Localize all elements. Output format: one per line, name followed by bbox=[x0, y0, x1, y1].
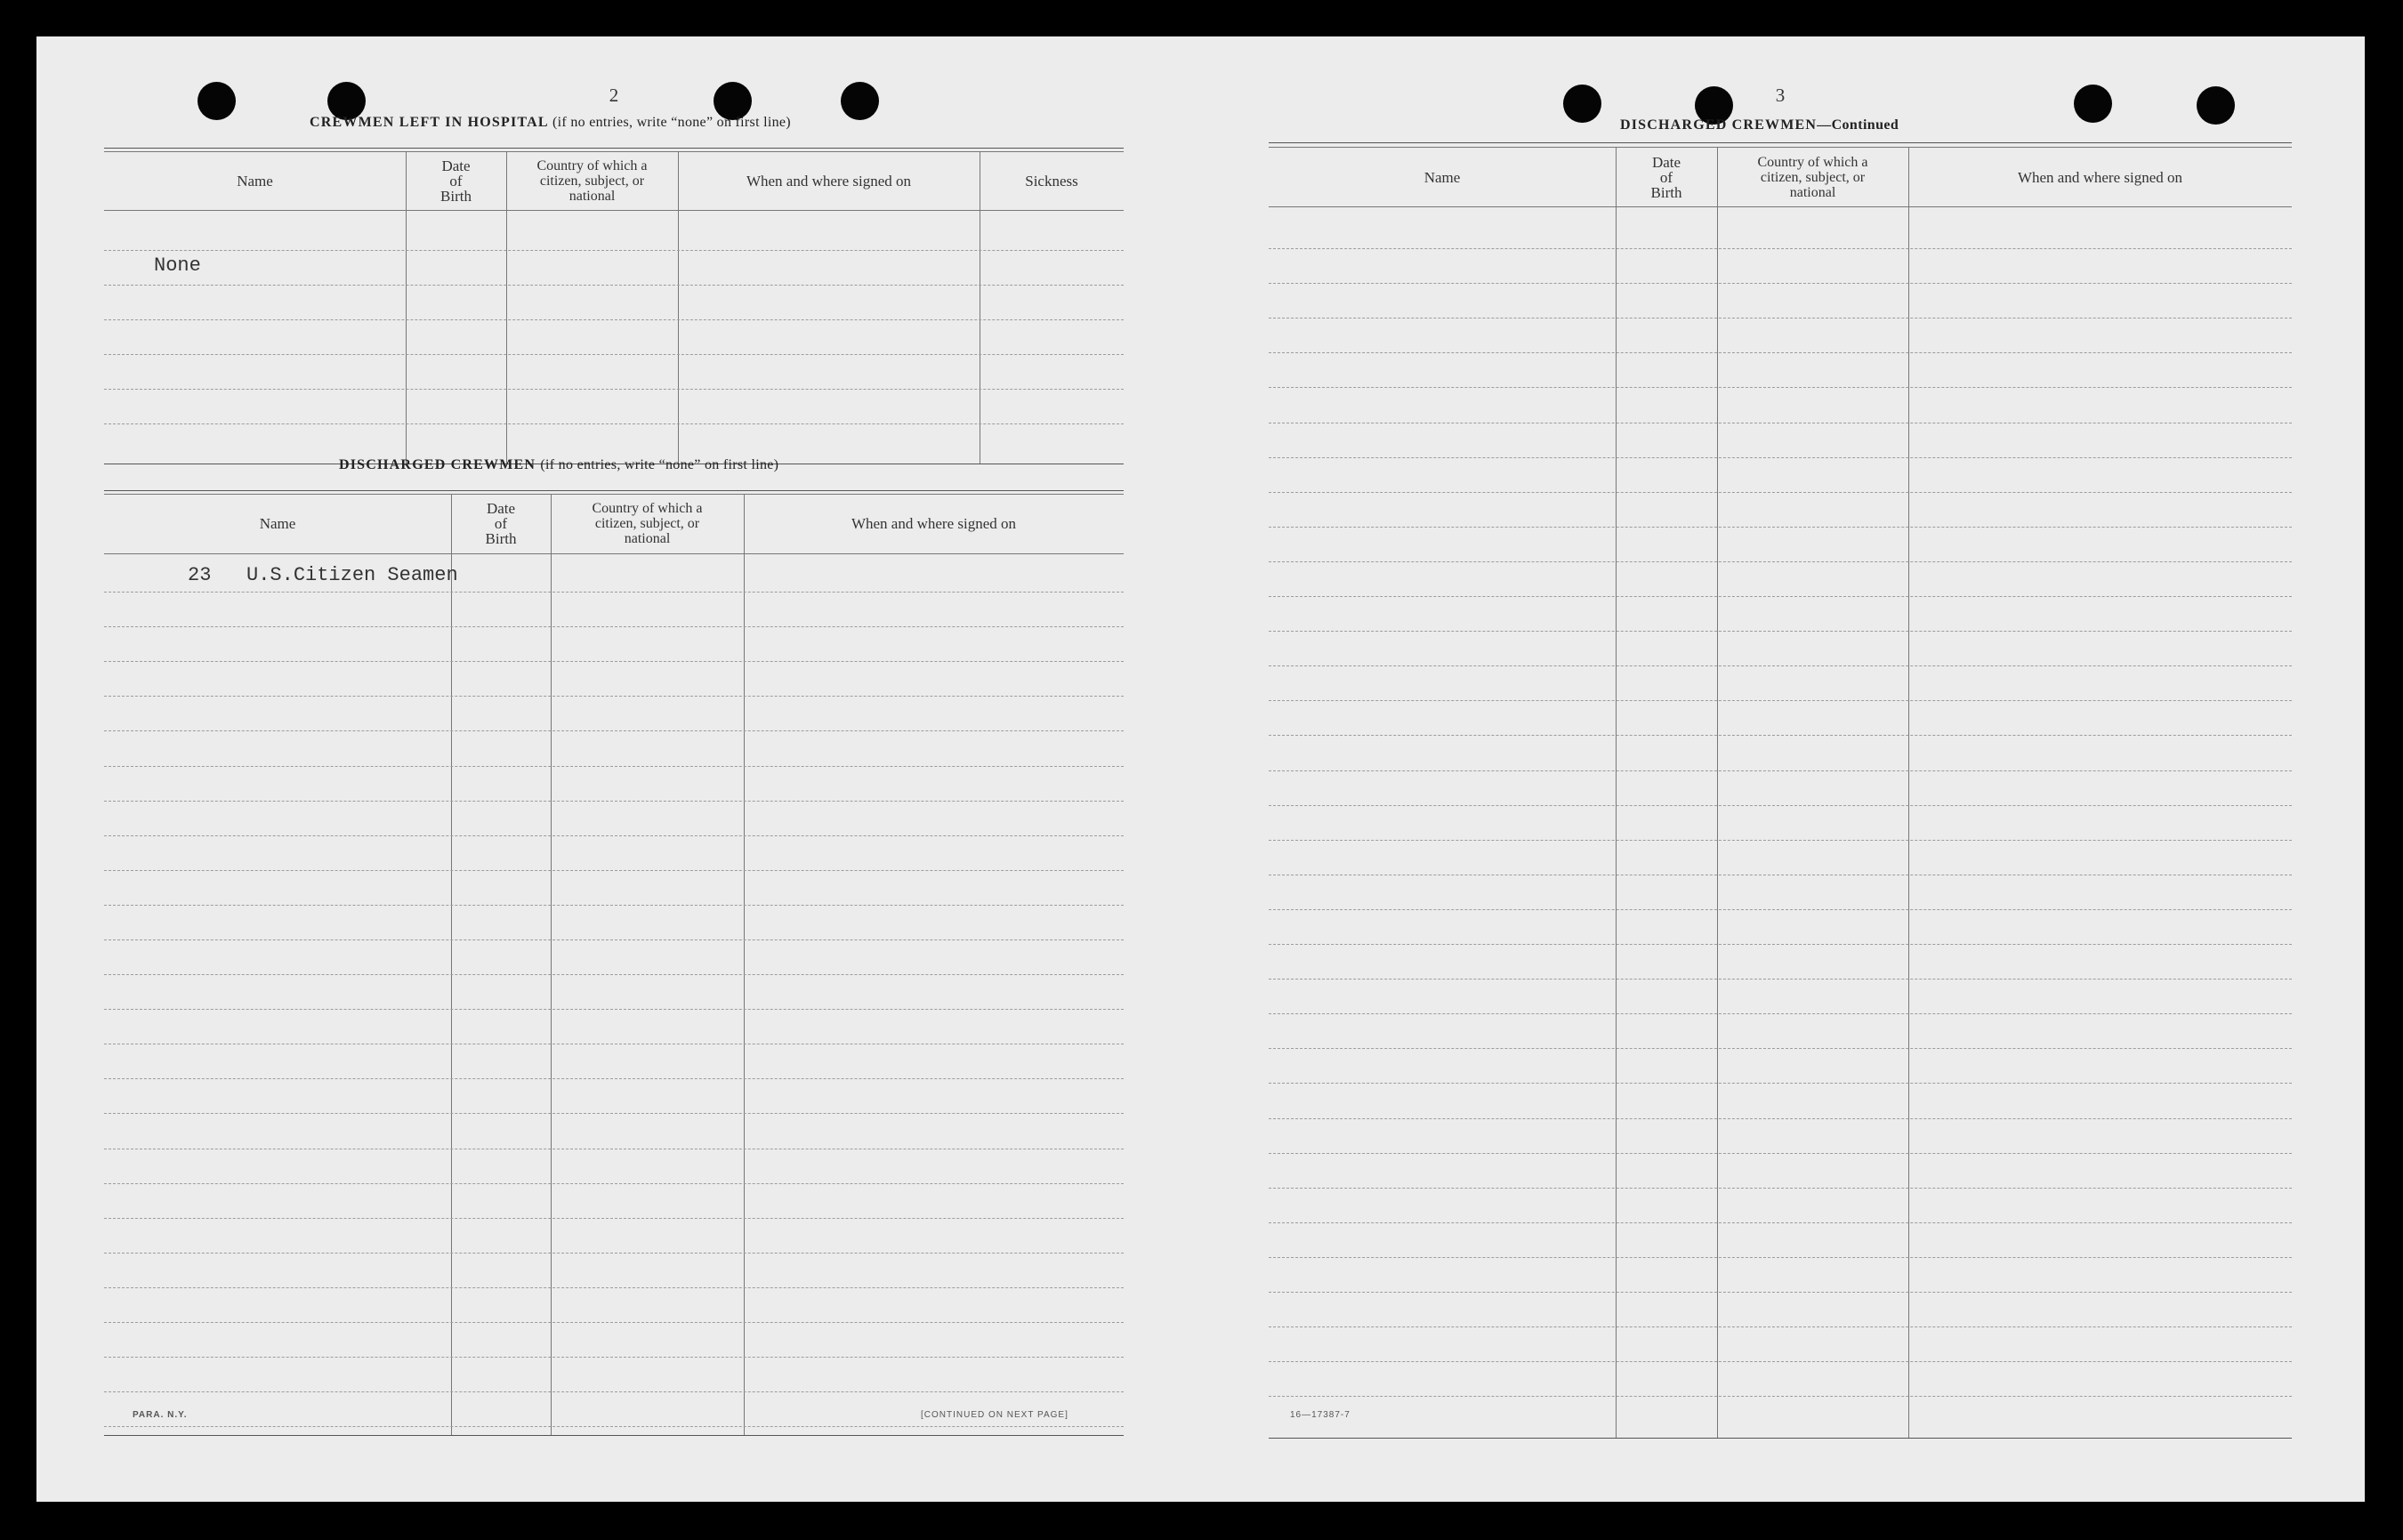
row-line bbox=[1269, 631, 2292, 632]
row-line bbox=[1269, 735, 2292, 736]
row-line bbox=[1269, 1188, 2292, 1189]
row-line bbox=[1269, 840, 2292, 841]
row-line bbox=[104, 1078, 1124, 1079]
row-line bbox=[104, 835, 1124, 836]
hospital-entry-none: None bbox=[154, 254, 201, 277]
document-paper bbox=[36, 36, 2365, 1502]
discharged-entry: 23 U.S.Citizen Seamen bbox=[188, 564, 458, 586]
row-line bbox=[1269, 1222, 2292, 1223]
discharged-title-text: DISCHARGED CREWMEN bbox=[339, 457, 536, 472]
row-line bbox=[1269, 805, 2292, 806]
discharged-header-bottom-rule bbox=[104, 553, 1124, 554]
row-line bbox=[1269, 1396, 2292, 1397]
punch-hole bbox=[1563, 85, 1601, 123]
row-line bbox=[1269, 1361, 2292, 1362]
row-line bbox=[104, 592, 1124, 593]
hospital-title-text: CREWMEN LEFT IN HOSPITAL bbox=[310, 115, 548, 130]
continued-col-when-where-header: When and where signed on bbox=[2017, 168, 2183, 186]
row-line bbox=[104, 1426, 1124, 1427]
row-line bbox=[104, 1113, 1124, 1114]
row-line bbox=[1269, 387, 2292, 388]
punch-hole bbox=[2074, 85, 2112, 123]
hospital-section-title bbox=[310, 115, 791, 131]
continued-note: [CONTINUED ON NEXT PAGE] bbox=[921, 1410, 1068, 1420]
hospital-col-country-header: Country of which a citizen, subject, or national bbox=[536, 157, 648, 204]
hospital-col-dob-header: Date of Birth bbox=[440, 157, 472, 205]
row-line bbox=[1269, 909, 2292, 910]
row-line bbox=[104, 1218, 1124, 1219]
row-line bbox=[1269, 527, 2292, 528]
row-line bbox=[1269, 596, 2292, 597]
row-line bbox=[1269, 1083, 2292, 1084]
hospital-header-bottom-rule bbox=[104, 210, 1124, 211]
row-line bbox=[104, 905, 1124, 906]
row-line bbox=[1269, 492, 2292, 493]
row-line bbox=[1269, 1118, 2292, 1119]
discharged-col-divider bbox=[451, 495, 452, 1436]
hospital-table-top-rule bbox=[104, 148, 1124, 149]
hospital-row-line bbox=[104, 354, 1124, 355]
row-line bbox=[1269, 770, 2292, 771]
row-line bbox=[1269, 457, 2292, 458]
continued-col-divider bbox=[1616, 148, 1617, 1438]
continued-title-text: DISCHARGED CREWMEN bbox=[1620, 117, 1818, 133]
row-line bbox=[1269, 979, 2292, 980]
row-line bbox=[104, 1287, 1124, 1288]
form-code: 16—17387-7 bbox=[1290, 1410, 1351, 1420]
row-line bbox=[104, 1322, 1124, 1323]
discharged-col-when-where-header: When and where signed on bbox=[851, 515, 1017, 532]
hospital-row-line bbox=[104, 423, 1124, 424]
discharged-col-divider bbox=[744, 495, 745, 1436]
row-line bbox=[1269, 248, 2292, 249]
row-line bbox=[1269, 944, 2292, 945]
row-line bbox=[1269, 665, 2292, 666]
row-line bbox=[104, 1253, 1124, 1254]
row-line bbox=[104, 696, 1124, 697]
discharged-col-dob-header: Date of Birth bbox=[485, 500, 517, 547]
row-line bbox=[104, 661, 1124, 662]
continued-col-dob-header: Date of Birth bbox=[1650, 153, 1682, 201]
row-line bbox=[1269, 1292, 2292, 1293]
hospital-col-sickness-header: Sickness bbox=[1025, 172, 1078, 189]
row-line bbox=[104, 626, 1124, 627]
row-line bbox=[104, 730, 1124, 731]
row-line bbox=[1269, 561, 2292, 562]
punch-hole bbox=[2197, 86, 2235, 125]
hospital-col-when-where-header: When and where signed on bbox=[746, 172, 912, 189]
row-line bbox=[1269, 1013, 2292, 1014]
punch-hole bbox=[841, 82, 879, 120]
row-line bbox=[104, 974, 1124, 975]
row-line bbox=[1269, 352, 2292, 353]
row-line bbox=[104, 1183, 1124, 1184]
row-line bbox=[1269, 283, 2292, 284]
row-line bbox=[104, 766, 1124, 767]
discharged-col-name-header: Name bbox=[259, 515, 296, 532]
continued-table-bottom-rule bbox=[1269, 1438, 2292, 1439]
page-number-left: 2 bbox=[609, 85, 619, 106]
printer-mark: PARA. N.Y. bbox=[133, 1410, 188, 1420]
discharged-table-top-rule bbox=[104, 490, 1124, 491]
continued-col-country-header: Country of which a citizen, subject, or national bbox=[1757, 154, 1868, 200]
row-line bbox=[1269, 1048, 2292, 1049]
continued-col-divider bbox=[1908, 148, 1909, 1438]
discharged-table-bottom-rule bbox=[104, 1435, 1124, 1436]
continued-title-suffix: —Continued bbox=[1817, 117, 1899, 133]
row-line bbox=[1269, 700, 2292, 701]
discharged-col-divider bbox=[551, 495, 552, 1436]
row-line bbox=[104, 939, 1124, 940]
row-line bbox=[104, 1391, 1124, 1392]
continued-header-bottom-rule bbox=[1269, 206, 2292, 207]
row-line bbox=[1269, 1257, 2292, 1258]
continued-col-divider bbox=[1717, 148, 1718, 1438]
punch-hole bbox=[198, 82, 236, 120]
discharged-section-title bbox=[339, 457, 778, 473]
continued-col-name-header: Name bbox=[1423, 168, 1461, 186]
row-line bbox=[104, 870, 1124, 871]
hospital-row-line bbox=[104, 285, 1124, 286]
discharged-col-country-header: Country of which a citizen, subject, or national bbox=[592, 501, 703, 546]
hospital-col-name-header: Name bbox=[237, 172, 273, 189]
discharged-title-note: (if no entries, write “none” on first line) bbox=[540, 457, 779, 472]
discharged-continued-title bbox=[1620, 117, 1899, 133]
row-line bbox=[104, 801, 1124, 802]
hospital-title-note: (if no entries, write “none” on first line) bbox=[552, 115, 791, 130]
row-line bbox=[1269, 1153, 2292, 1154]
continued-table-top-rule bbox=[1269, 142, 2292, 143]
row-line bbox=[104, 1009, 1124, 1010]
row-line bbox=[104, 1357, 1124, 1358]
hospital-row-line bbox=[104, 250, 1124, 251]
hospital-row-line bbox=[104, 389, 1124, 390]
row-line bbox=[1269, 1326, 2292, 1327]
hospital-row-line bbox=[104, 319, 1124, 320]
page-number-right: 3 bbox=[1775, 85, 1786, 106]
